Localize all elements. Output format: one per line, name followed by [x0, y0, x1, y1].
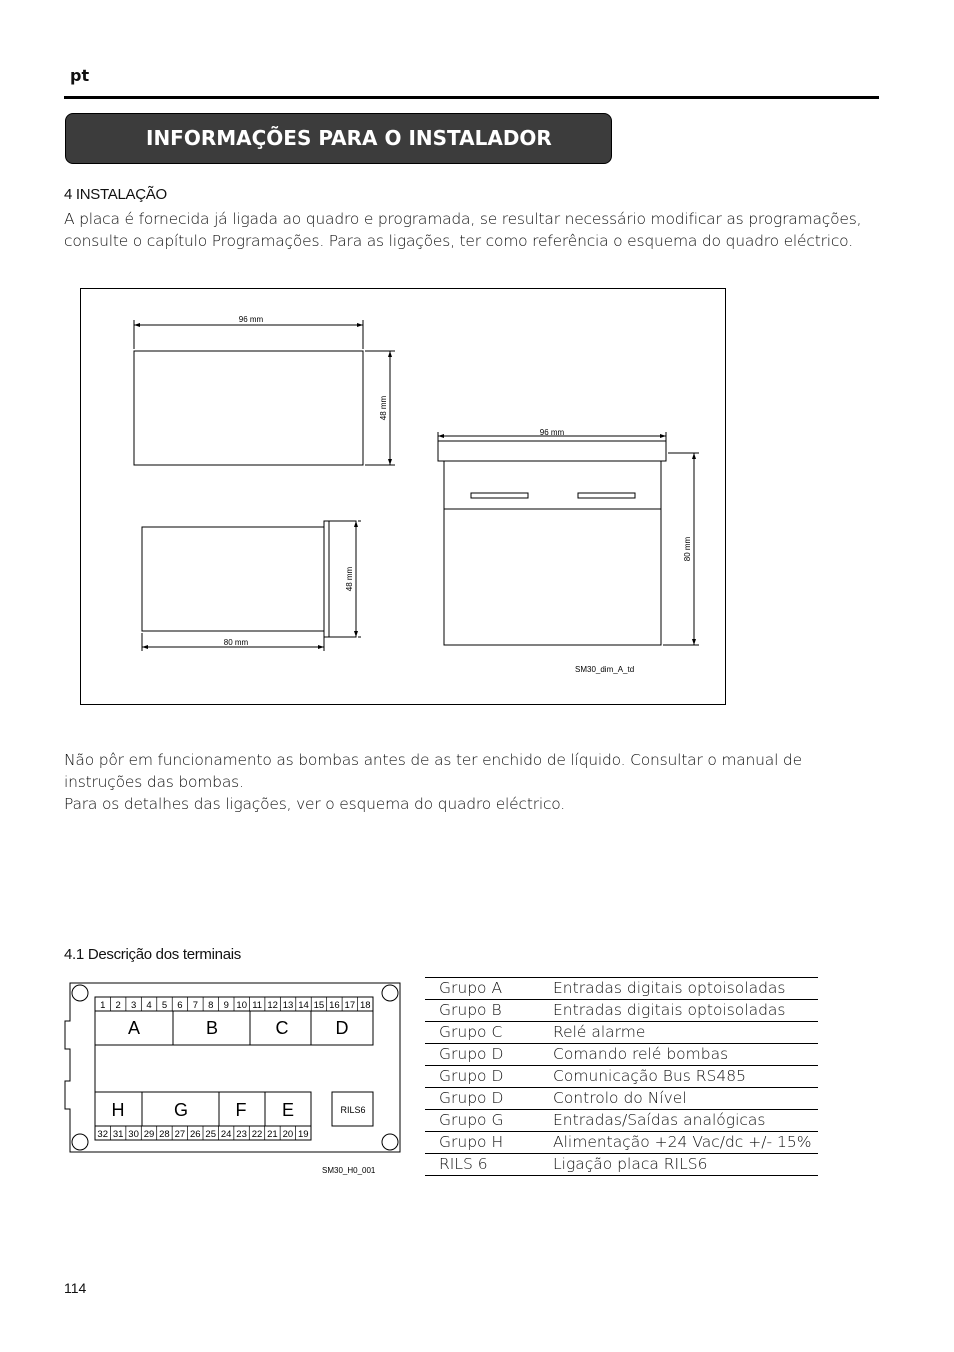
terminal-number: 31 — [112, 1129, 124, 1140]
group-cell: Grupo C — [425, 1022, 553, 1044]
group-c-label: C — [275, 1018, 289, 1038]
terminal-number: 14 — [298, 1000, 309, 1011]
group-cell: Grupo A — [425, 978, 553, 1000]
top-view-body — [444, 461, 661, 645]
slot-right — [578, 493, 635, 498]
terminal-number: 19 — [297, 1129, 309, 1140]
description-cell: Entradas/Saídas analógicas — [553, 1110, 818, 1132]
terminals-table — [425, 977, 818, 1176]
dimensions-figure — [80, 288, 726, 705]
terminal-number: 4 — [146, 1000, 152, 1011]
description-cell: Alimentação +24 Vac/dc +/- 15% — [553, 1132, 818, 1154]
table-row — [425, 1088, 818, 1110]
group-g-label: G — [173, 1100, 189, 1120]
group-a-label: A — [127, 1018, 141, 1038]
terminal-number: 16 — [329, 1000, 340, 1011]
warning-note — [64, 749, 854, 815]
label-80-bottom: 80 mm — [223, 638, 249, 647]
terminal-number: 18 — [359, 1000, 371, 1011]
terminal-number: 29 — [143, 1129, 155, 1140]
group-cell: RILS 6 — [425, 1154, 553, 1176]
rils6-label: RILS6 — [340, 1105, 366, 1115]
mount-hole-bl — [72, 1134, 88, 1150]
group-b-label: B — [205, 1018, 219, 1038]
terminal-number: 1 — [100, 1000, 106, 1011]
section-4-body: A placa é fornecida já ligada ao quadro e programada, se resultar necessário modificar as programações, consulte o capítulo Programações. Para as ligações, ter como referência o esquema do quadro eléctrico. — [64, 210, 862, 250]
group-d-label: D — [335, 1018, 349, 1038]
label-80-right: 80 mm — [683, 536, 692, 562]
language-code: pt — [70, 66, 90, 85]
terminal-number: 8 — [208, 1000, 214, 1011]
top-view-bezel — [438, 441, 666, 461]
terminal-number: 21 — [267, 1129, 278, 1140]
figure-2-caption: SM30_H0_001 — [322, 1166, 376, 1175]
terminal-number: 3 — [130, 1000, 137, 1011]
terminal-number: 17 — [344, 1000, 356, 1011]
terminal-number: 9 — [223, 1000, 229, 1011]
table-row — [425, 1022, 818, 1044]
description-cell: Entradas digitais optoisoladas — [553, 978, 818, 1000]
terminal-number: 2 — [115, 1000, 121, 1011]
table-row — [425, 1044, 818, 1066]
terminal-number: 23 — [236, 1129, 247, 1140]
terminal-number: 24 — [220, 1129, 232, 1140]
slot-left — [471, 493, 528, 498]
warning-line-1: Não pôr em funcionamento as bombas antes de as ter enchido de líquido. Consultar o manual de instruções das bombas. — [64, 751, 802, 791]
page-number: 114 — [64, 1280, 87, 1296]
terminal-number: 20 — [282, 1129, 294, 1140]
group-e-label: E — [281, 1100, 295, 1120]
table-row — [425, 1132, 818, 1154]
terminal-number: 7 — [192, 1000, 199, 1011]
group-cell: Grupo H — [425, 1132, 553, 1154]
warning-line-2: Para os detalhes das ligações, ver o esquema do quadro eléctrico. — [64, 795, 566, 813]
terminal-number: 32 — [97, 1129, 109, 1140]
label-96-right: 96 mm — [539, 428, 565, 437]
label-48-bottom: 48 mm — [345, 566, 354, 592]
description-cell: Comunicação Bus RS485 — [553, 1066, 818, 1088]
table-row — [425, 1154, 818, 1176]
group-cell: Grupo G — [425, 1110, 553, 1132]
terminal-number: 28 — [159, 1129, 170, 1140]
table-row — [425, 978, 818, 1000]
description-cell: Ligação placa RILS6 — [553, 1154, 818, 1176]
section-banner — [65, 113, 612, 164]
dimensions-drawing — [81, 289, 725, 704]
mount-hole-br — [382, 1134, 398, 1150]
table-row — [425, 1110, 818, 1132]
table-row — [425, 1066, 818, 1088]
description-cell: Controlo do Nível — [553, 1088, 818, 1110]
header-rule — [64, 96, 879, 99]
label-96-top: 96 mm — [238, 315, 264, 324]
banner-title: INFORMAÇÕES PARA O INSTALADOR — [146, 126, 552, 150]
terminal-number: 25 — [205, 1129, 217, 1140]
table-row — [425, 1000, 818, 1022]
group-f-label: F — [235, 1100, 247, 1120]
terminal-number: 12 — [267, 1000, 278, 1011]
description-cell: Relé alarme — [553, 1022, 818, 1044]
side-view-rect — [142, 527, 324, 631]
terminal-number: 27 — [174, 1129, 186, 1140]
terminal-number: 10 — [236, 1000, 248, 1011]
terminal-number: 5 — [161, 1000, 168, 1011]
group-cell: Grupo D — [425, 1088, 553, 1110]
label-48-top: 48 mm — [379, 395, 388, 421]
terminal-number: 22 — [251, 1129, 263, 1140]
terminal-number: 15 — [313, 1000, 325, 1011]
group-h-label: H — [111, 1100, 125, 1120]
terminal-number: 30 — [128, 1129, 139, 1140]
group-cell: Grupo D — [425, 1066, 553, 1088]
terminal-number: 26 — [189, 1129, 201, 1140]
description-cell: Entradas digitais optoisoladas — [553, 1000, 818, 1022]
terminal-number: 13 — [282, 1000, 294, 1011]
group-cell: Grupo B — [425, 1000, 553, 1022]
section-4-title: 4 INSTALAÇÃO — [64, 186, 167, 203]
description-cell: Comando relé bombas — [553, 1044, 818, 1066]
terminal-number: 6 — [177, 1000, 183, 1011]
terminal-number: 11 — [252, 1000, 263, 1011]
terminals-figure — [64, 980, 404, 1180]
front-view-rect — [134, 351, 363, 465]
mount-hole-tl — [72, 985, 88, 1001]
terminals-drawing — [64, 980, 404, 1180]
figure-1-caption: SM30_dim_A_td — [575, 665, 635, 674]
section-4-1-title: 4.1 Descrição dos terminais — [64, 946, 241, 963]
bottom-groups-box — [95, 1092, 311, 1126]
group-cell: Grupo D — [425, 1044, 553, 1066]
mount-hole-tr — [382, 985, 398, 1001]
